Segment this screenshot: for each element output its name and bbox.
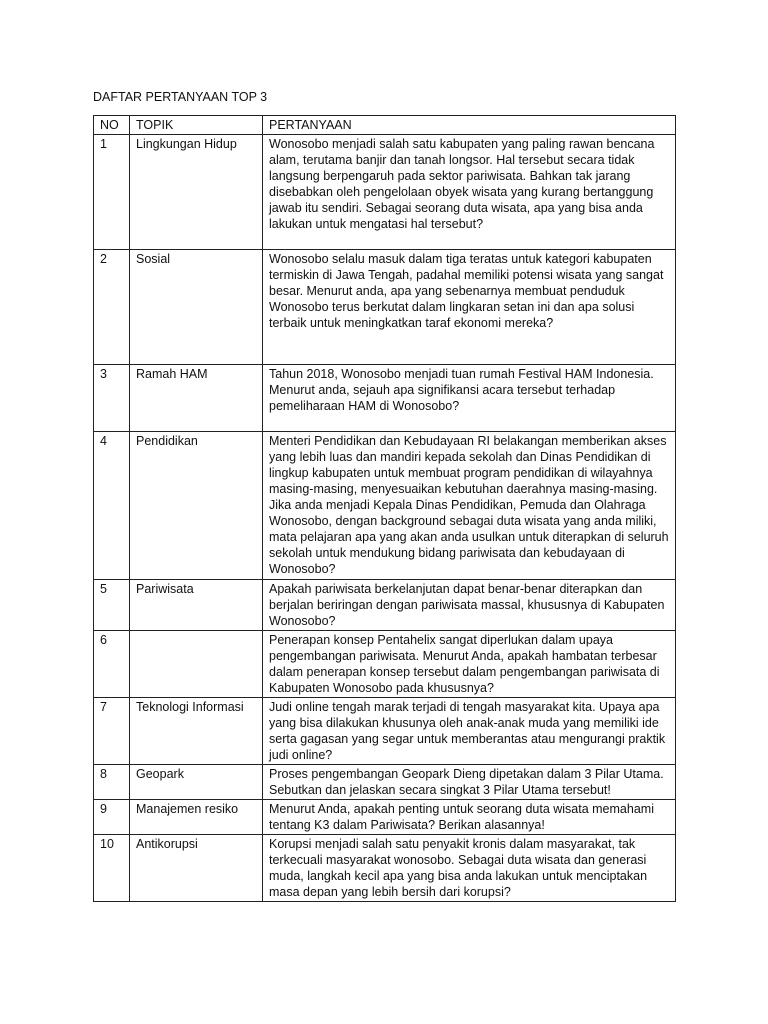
row-no: 1 — [94, 135, 130, 250]
row-question: Menteri Pendidikan dan Kebudayaan RI belakangan memberikan akses yang lebih luas dan mandiri kepada sekolah dan Dinas Pendidikan di lingkup kabupaten untuk membuat program pendidikan di wilayahnya masing-masing, menyesuaikan kebutuhan daerahnya masing-masing. Jika anda menjadi Kepala Dinas Pendidikan, Pemuda dan Olahraga Wonosobo, dengan background sebagai duta wisata yang anda miliki, mata pelajaran apa yang akan anda usulkan untuk diterapkan di seluruh sekolah untuk mendukung bidang pariwisata dan kebudayaan di Wonosobo? — [263, 432, 676, 580]
row-no: 6 — [94, 631, 130, 698]
row-question: Wonosobo menjadi salah satu kabupaten yang paling rawan bencana alam, terutama banjir dan tanah longsor. Hal tersebut secara tidak langsung berpengaruh pada sektor pariwisata. Bahkan tak jarang disebabkan oleh pengelolaan obyek wisata yang kurang bertanggung jawab itu sendiri. Sebagai seorang duta wisata, apa yang bisa anda lakukan untuk mengatasi hal tersebut? — [263, 135, 676, 250]
table-row — [94, 365, 676, 432]
row-no: 2 — [94, 250, 130, 365]
row-no: 4 — [94, 432, 130, 580]
row-question: Penerapan konsep Pentahelix sangat diperlukan dalam upaya pengembangan pariwisata. Menurut Anda, apakah hambatan terbesar dalam penerapan konsep tersebut dalam pengembangan pariwisata di Kabupaten Wonosobo pada khususnya? — [263, 631, 676, 698]
header-no: NO — [94, 116, 130, 135]
row-no: 7 — [94, 698, 130, 765]
row-no: 3 — [94, 365, 130, 432]
header-topic: TOPIK — [130, 116, 263, 135]
row-no: 9 — [94, 800, 130, 835]
table-row — [94, 580, 676, 631]
row-question: Menurut Anda, apakah penting untuk seorang duta wisata memahami tentang K3 dalam Pariwisata? Berikan alasannya! — [263, 800, 676, 835]
row-no: 10 — [94, 835, 130, 902]
row-topic: Teknologi Informasi — [130, 698, 263, 765]
row-topic — [130, 631, 263, 698]
table-row — [94, 835, 676, 902]
table-row — [94, 135, 676, 250]
table-row — [94, 765, 676, 800]
row-no: 8 — [94, 765, 130, 800]
table-row — [94, 800, 676, 835]
row-topic: Lingkungan Hidup — [130, 135, 263, 250]
row-topic: Antikorupsi — [130, 835, 263, 902]
row-no: 5 — [94, 580, 130, 631]
row-topic: Pendidikan — [130, 432, 263, 580]
row-question: Apakah pariwisata berkelanjutan dapat benar-benar diterapkan dan berjalan beriringan dengan pariwisata massal, khususnya di Kabupaten Wonosobo? — [263, 580, 676, 631]
row-question: Korupsi menjadi salah satu penyakit kronis dalam masyarakat, tak terkecuali masyarakat wonosobo. Sebagai duta wisata dan generasi muda, langkah kecil apa yang bisa anda lakukan untuk menciptakan masa depan yang lebih bersih dari korupsi? — [263, 835, 676, 902]
table-row — [94, 631, 676, 698]
row-question: Tahun 2018, Wonosobo menjadi tuan rumah Festival HAM Indonesia. Menurut anda, sejauh apa signifikansi acara tersebut terhadap pemeliharaan HAM di Wonosobo? — [263, 365, 676, 432]
table-row — [94, 432, 676, 580]
questions-table — [93, 115, 676, 902]
document-title: DAFTAR PERTANYAAN TOP 3 — [93, 90, 268, 104]
row-topic: Ramah HAM — [130, 365, 263, 432]
row-topic: Manajemen resiko — [130, 800, 263, 835]
row-question: Wonosobo selalu masuk dalam tiga teratas untuk kategori kabupaten termiskin di Jawa Tengah, padahal memiliki potensi wisata yang sangat besar. Menurut anda, apa yang sebenarnya membuat penduduk Wonosobo terus berkutat dalam lingkaran setan ini dan apa solusi terbaik untuk meningkatkan taraf ekonomi mereka? — [263, 250, 676, 365]
table-row — [94, 698, 676, 765]
row-topic: Sosial — [130, 250, 263, 365]
header-question: PERTANYAAN — [263, 116, 676, 135]
row-topic: Pariwisata — [130, 580, 263, 631]
row-question: Judi online tengah marak terjadi di tengah masyarakat kita. Upaya apa yang bisa dilakukan khusunya oleh anak-anak muda yang memiliki ide serta gagasan yang segar untuk memberantas atau mengurangi praktik judi online? — [263, 698, 676, 765]
table-row — [94, 250, 676, 365]
table-header-row — [94, 116, 676, 135]
row-question: Proses pengembangan Geopark Dieng dipetakan dalam 3 Pilar Utama. Sebutkan dan jelaskan secara singkat 3 Pilar Utama tersebut! — [263, 765, 676, 800]
row-topic: Geopark — [130, 765, 263, 800]
